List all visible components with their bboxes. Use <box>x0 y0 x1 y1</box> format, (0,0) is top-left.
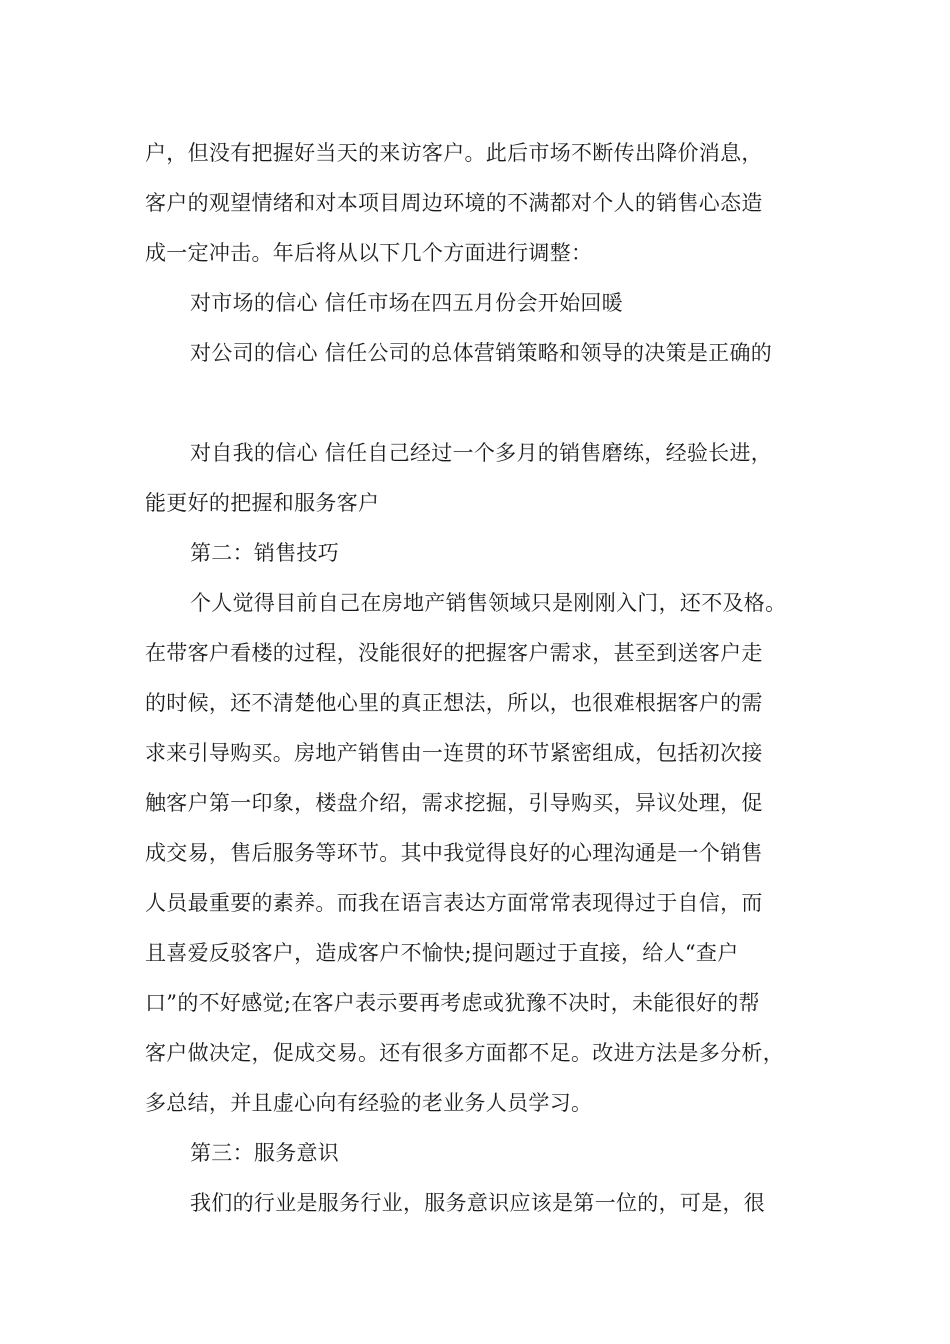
confidence-market-line: 对市场的信心 信任市场在四五月份会开始回暖 <box>190 291 623 315</box>
paragraph-line: 个人觉得目前自己在房地产销售领域只是刚刚入门，还不及格。 <box>190 591 787 615</box>
confidence-company-line: 对公司的信心 信任公司的总体营销策略和领导的决策是正确的 <box>190 341 773 365</box>
paragraph-line: 口”的不好感觉;在客户表示要再考虑或犹豫不决时，未能很好的帮 <box>145 991 760 1015</box>
paragraph-line: 求来引导购买。房地产销售由一连贯的环节紧密组成，包括初次接 <box>145 741 763 765</box>
paragraph-line: 在带客户看楼的过程，没能很好的把握客户需求，甚至到送客户走 <box>145 641 763 665</box>
confidence-self-line: 对自我的信心 信任自己经过一个多月的销售磨练，经验长进， <box>190 441 773 465</box>
paragraph-line: 能更好的把握和服务客户 <box>145 491 380 515</box>
paragraph-line: 客户做决定，促成交易。还有很多方面都不足。改进方法是多分析， <box>145 1041 784 1065</box>
paragraph-line: 多总结，并且虚心向有经验的老业务人员学习。 <box>145 1091 593 1115</box>
paragraph-line: 且喜爱反驳客户，造成客户不愉快;提问题过于直接，给人“查户 <box>145 941 739 965</box>
paragraph-line: 成交易，售后服务等环节。其中我觉得良好的心理沟通是一个销售 <box>145 841 763 865</box>
paragraph-line: 客户的观望情绪和对本项目周边环境的不满都对个人的销售心态造 <box>145 191 763 215</box>
section-heading-service-awareness: 第三：服务意识 <box>190 1141 340 1165</box>
paragraph-line: 我们的行业是服务行业，服务意识应该是第一位的，可是，很 <box>190 1191 766 1215</box>
paragraph-line: 的时候，还不清楚他心里的真正想法，所以，也很难根据客户的需 <box>145 691 763 715</box>
section-heading-sales-skills: 第二：销售技巧 <box>190 541 340 565</box>
paragraph-line: 人员最重要的素养。而我在语言表达方面常常表现得过于自信，而 <box>145 891 763 915</box>
paragraph-line: 触客户第一印象，楼盘介绍，需求挖掘，引导购买，异议处理，促 <box>145 791 763 815</box>
paragraph-line: 户，但没有把握好当天的来访客户。此后市场不断传出降价消息， <box>145 141 763 165</box>
paragraph-line: 成一定冲击。年后将从以下几个方面进行调整： <box>145 241 593 265</box>
